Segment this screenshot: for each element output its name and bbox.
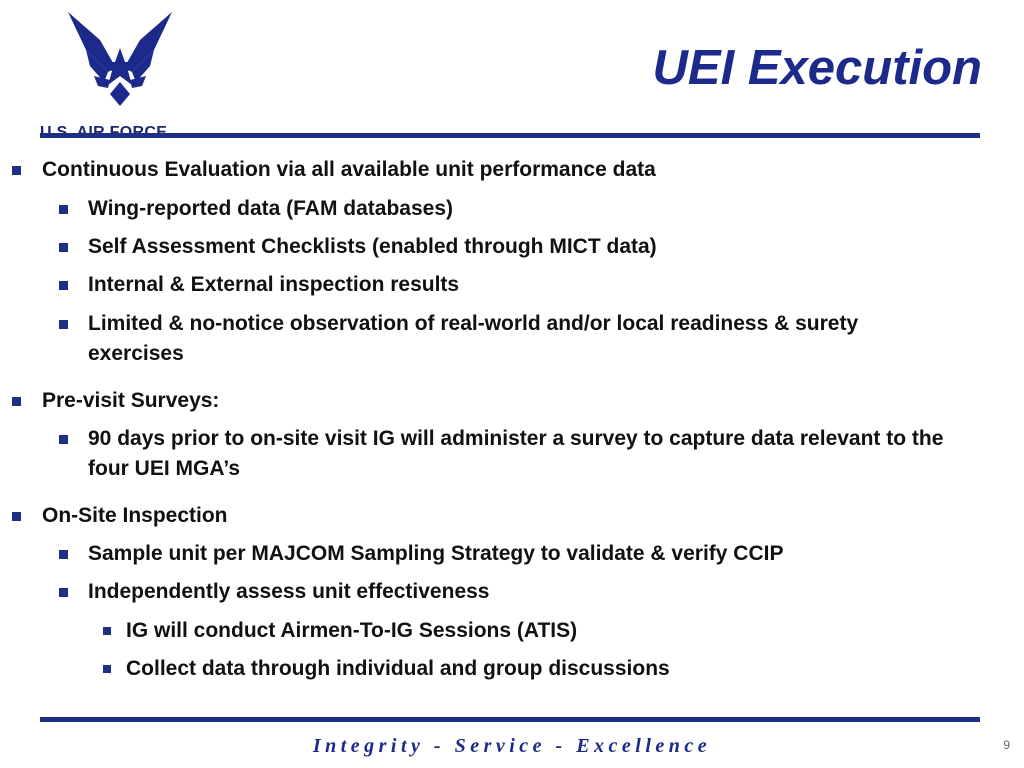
bullet-item: [88, 424, 968, 484]
square-bullet-icon: [103, 627, 111, 635]
bullet-text: IG will conduct Airmen-To-IG Sessions (ATIS): [126, 619, 578, 642]
bullet-item: [42, 386, 972, 416]
bullet-text: Sample unit per MAJCOM Sampling Strategy to validate & verify CCIP: [88, 542, 784, 565]
footer-motto: Integrity - Service - Excellence: [312, 735, 712, 757]
bullet-text: Continuous Evaluation via all available unit performance data: [42, 158, 656, 181]
bullet-text: Internal & External inspection results: [88, 273, 460, 296]
square-bullet-icon: [12, 166, 21, 175]
bullet-text: Wing-reported data (FAM databases): [88, 197, 454, 220]
bullet-item: [88, 577, 968, 607]
square-bullet-icon: [59, 588, 68, 597]
footer-divider: [40, 717, 980, 722]
square-bullet-icon: [59, 550, 68, 559]
square-bullet-icon: [12, 397, 21, 406]
bullet-item: [126, 616, 966, 646]
bullet-item: [88, 232, 968, 262]
square-bullet-icon: [103, 665, 111, 673]
bullet-item: [88, 270, 968, 300]
bullet-text: Self Assessment Checklists (enabled through MICT data): [88, 235, 657, 258]
square-bullet-icon: [12, 512, 21, 521]
bullet-item: [88, 194, 968, 224]
bullet-item: [126, 654, 966, 684]
page-title: UEI Execution: [652, 41, 982, 95]
bullet-text: 90 days prior to on-site visit IG will administer a survey to capture data relevant to the four UEI MGA’s: [88, 427, 944, 480]
square-bullet-icon: [59, 243, 68, 252]
square-bullet-icon: [59, 281, 68, 290]
bullet-text: Pre-visit Surveys:: [42, 389, 220, 412]
bullet-text: On-Site Inspection: [42, 504, 228, 527]
bullet-item: [88, 539, 968, 569]
bullet-item: [42, 501, 972, 531]
bullet-text: Independently assess unit effectiveness: [88, 580, 490, 603]
bullet-text: Collect data through individual and group discussions: [126, 657, 670, 680]
bullet-text: Limited & no-notice observation of real-world and/or local readiness & surety exercises: [88, 312, 859, 365]
square-bullet-icon: [59, 435, 68, 444]
square-bullet-icon: [59, 320, 68, 329]
page-number: 9: [1003, 738, 1010, 752]
square-bullet-icon: [59, 205, 68, 214]
bullet-item: [88, 309, 958, 369]
bullet-item: [42, 155, 972, 185]
